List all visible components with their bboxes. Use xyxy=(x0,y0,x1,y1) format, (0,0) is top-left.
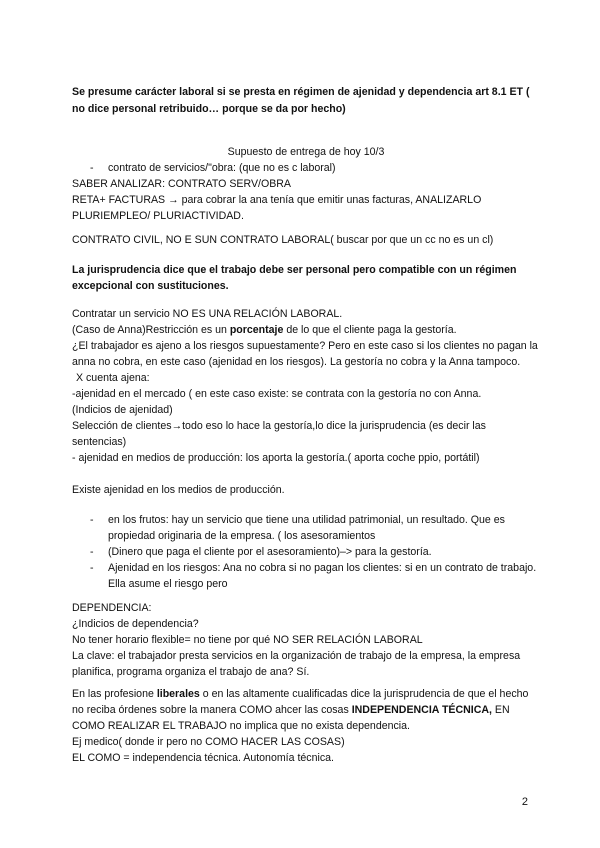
list-item-text: Ajenidad en los riesgos: Ana no cobra si no pagan los clientes: si en un contrato de trabajo. Ella asume el riesgo pero xyxy=(108,562,537,590)
la-clave-paragraph: La clave: el trabajador presta servicios en la organización de trabajo de la empresa, la empresa planifica, programa organiza el trabajo de ana? Sí. xyxy=(72,650,521,678)
cuenta-ajena-line: X cuenta ajena: xyxy=(76,372,150,384)
caso-anna-bold: porcentaje xyxy=(229,324,284,336)
caso-anna-line xyxy=(72,322,540,338)
seleccion-clientes-line: Selección de clientes→todo eso lo hace la gestoría,lo dice la jurisprudencia (es decir las sentencias) xyxy=(72,420,486,448)
section-dependencia xyxy=(72,600,540,680)
section-supuesto xyxy=(72,144,540,224)
indicios-ajenidad-line: (Indicios de ajenidad) xyxy=(72,404,173,416)
contrato-civil-line xyxy=(72,232,540,248)
ajenidad-mercado-line: -ajenidad en el mercado ( en este caso existe: se contrata con la gestoría no con Anna. xyxy=(72,388,482,400)
ej-medico-line: Ej medico( donde ir pero no COMO HACER LAS COSAS) xyxy=(72,736,345,748)
independencia-tecnica-bold: INDEPENDENCIA TÉCNICA, xyxy=(351,704,492,716)
dependencia-title: DEPENDENCIA: xyxy=(72,602,152,614)
page-number: 2 xyxy=(521,796,528,808)
supuesto-title: Supuesto de entrega de hoy 10/3 xyxy=(227,146,385,158)
indicios-dependencia-line: ¿Indicios de dependencia? xyxy=(72,618,199,630)
liberales-post: EN COMO REALIZAR EL TRABAJO no implica que no exista dependencia. xyxy=(72,704,510,732)
bullet-dash: - xyxy=(90,546,94,558)
list-item-text: contrato de servicios/"obra: (que no es c laboral) xyxy=(108,162,336,174)
liberales-pre: En las profesione xyxy=(72,688,157,700)
section-liberales xyxy=(72,686,540,766)
trabajador-ajeno-paragraph: ¿El trabajador es ajeno a los riesgos supuestamente? Pero en este caso si los clientes no pagan la anna no cobra, en este caso (ajenidad en los riesgos). La gestoría no cobra y la Anna tampoco. xyxy=(72,340,538,368)
bullet-dash: - xyxy=(90,162,94,174)
list-item xyxy=(72,160,540,176)
horario-flexible-line: No tener horario flexible= no tiene por qué NO SER RELACIÓN LABORAL xyxy=(72,634,423,646)
existe-ajenidad-line xyxy=(72,482,540,498)
ajenidad-medios-line: - ajenidad en medios de producción: los aporta la gestoría.( aporta coche ppio, portátil) xyxy=(72,452,480,464)
list-item xyxy=(72,544,540,560)
caso-anna-pre: (Caso de Anna)Restricción es un xyxy=(72,324,230,336)
liberales-paragraph xyxy=(72,686,540,734)
existe-ajenidad-text: Existe ajenidad en los medios de producción. xyxy=(72,484,285,496)
liberales-bold: liberales xyxy=(156,688,200,700)
jurisprudencia-heading xyxy=(72,262,540,294)
reta-facturas-line: RETA+ FACTURAS → para cobrar la ana tenía que emitir unas facturas, ANALIZARLO xyxy=(72,194,482,206)
jurisprudencia-text: La jurisprudencia dice que el trabajo debe ser personal pero compatible con un régimen excepcional con sustituciones. xyxy=(72,264,517,292)
pluriempleo-line: PLURIEMPLEO/ PLURIACTIVIDAD. xyxy=(72,210,244,222)
bullet-dash: - xyxy=(90,514,94,526)
el-como-line: EL COMO = independencia técnica. Autonomía técnica. xyxy=(72,752,334,764)
liberales-mid: o en las altamente cualificadas dice la jurisprudencia de que el hecho no reciba órdenes sobre la manera COMO ahcer las cosas xyxy=(72,688,529,716)
ajenidad-list xyxy=(72,512,540,592)
list-item xyxy=(72,512,540,544)
intro-heading-text: Se presume carácter laboral si se presta en régimen de ajenidad y dependencia art 8.1 ET ( no dice personal retribuido… porque se da por hecho) xyxy=(72,86,530,115)
section-contratar xyxy=(72,306,540,466)
saber-analizar-line: SABER ANALIZAR: CONTRATO SERV/OBRA xyxy=(72,178,291,190)
contratar-line: Contratar un servicio NO ES UNA RELACIÓN LABORAL. xyxy=(72,308,343,320)
caso-anna-post: de lo que el cliente paga la gestoría. xyxy=(283,324,457,336)
intro-heading xyxy=(72,84,540,118)
list-item xyxy=(72,560,540,592)
list-item-text: en los frutos: hay un servicio que tiene una utilidad patrimonial, un resultado. Que es propiedad originaria de la empresa. ( los asesoramientos xyxy=(108,514,505,542)
contrato-civil-text: CONTRATO CIVIL, NO E SUN CONTRATO LABORAL( buscar por que un cc no es un cl) xyxy=(72,234,494,246)
bullet-dash: - xyxy=(90,562,94,574)
list-item-text: (Dinero que paga el cliente por el asesoramiento)–> para la gestoría. xyxy=(108,546,432,558)
